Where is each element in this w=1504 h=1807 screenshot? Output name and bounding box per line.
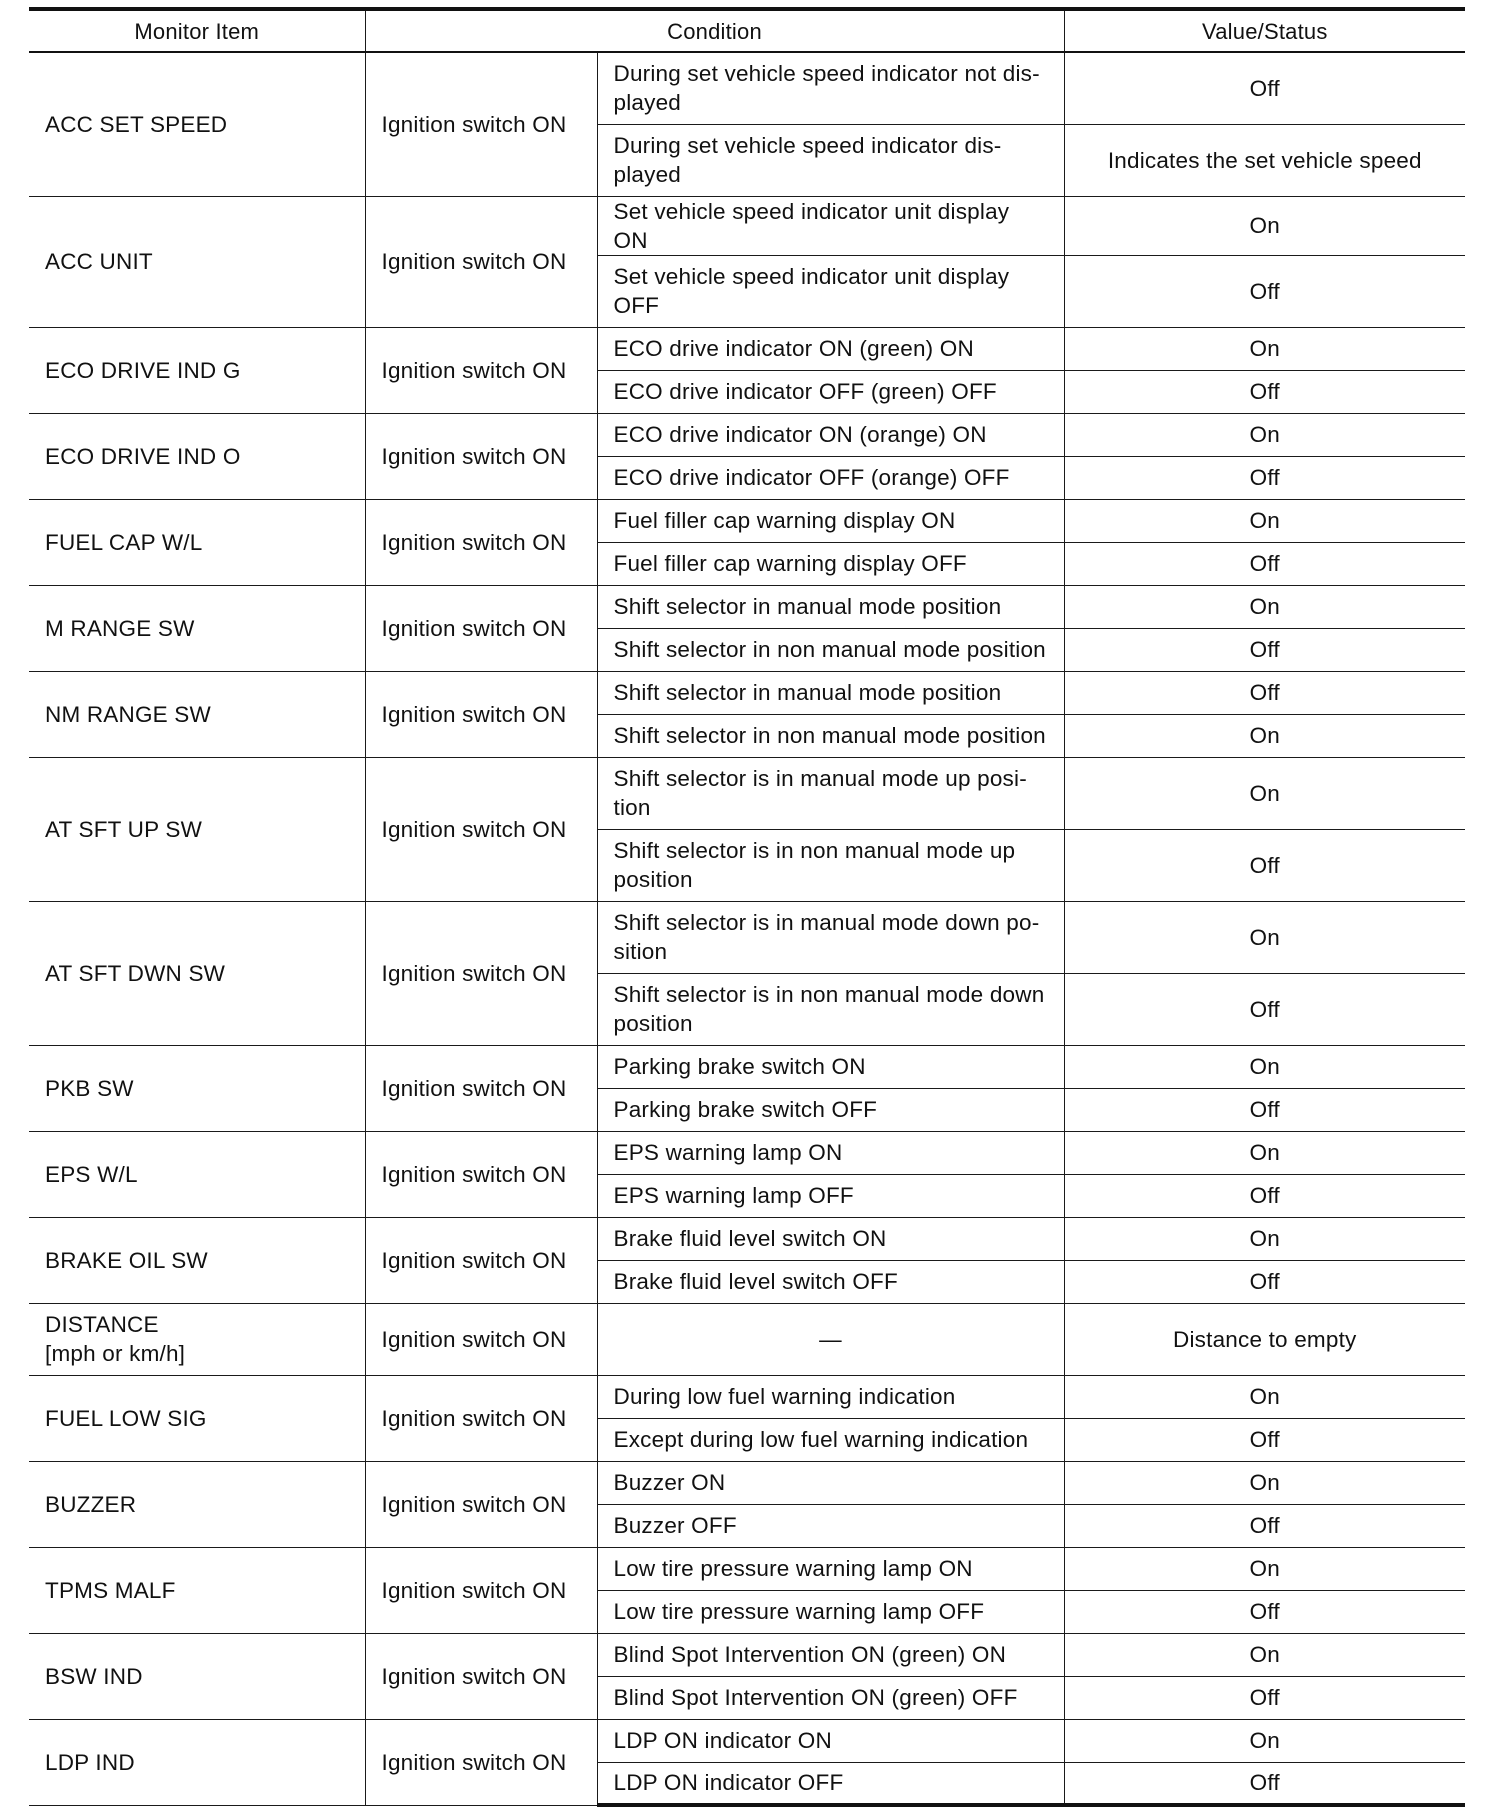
ignition-condition-cell: Ignition switch ON (365, 1719, 597, 1805)
monitor-item-cell (29, 1375, 365, 1461)
table-row (29, 671, 1465, 714)
table-row (29, 757, 1465, 829)
value-status-cell: On (1064, 1217, 1465, 1260)
monitor-item-name: AT SFT UP SW (45, 816, 203, 842)
monitor-item-cell (29, 413, 365, 499)
table-row (29, 1217, 1465, 1260)
value-status-cell: Off (1064, 542, 1465, 585)
ignition-condition-cell: Ignition switch ON (365, 1375, 597, 1461)
monitor-item-cell (29, 499, 365, 585)
table-row (29, 52, 1465, 124)
monitor-item-cell (29, 196, 365, 327)
monitor-item-name: AT SFT DWN SW (45, 960, 226, 986)
condition-detail-cell: During set vehicle speed indicator dis-played (597, 124, 1064, 196)
monitor-item-name: FUEL CAP W/L (45, 529, 203, 555)
condition-detail-cell: Brake fluid level switch OFF (597, 1260, 1064, 1303)
condition-detail-cell: Parking brake switch OFF (597, 1088, 1064, 1131)
ignition-condition-cell: Ignition switch ON (365, 1303, 597, 1375)
table-row (29, 413, 1465, 456)
value-status-cell: Off (1064, 973, 1465, 1045)
value-status-cell: Off (1064, 255, 1465, 327)
ignition-condition-cell: Ignition switch ON (365, 1131, 597, 1217)
value-status-cell: Off (1064, 1676, 1465, 1719)
condition-detail-cell: Set vehicle speed indicator unit display ON (597, 196, 1064, 255)
condition-detail-cell: Buzzer ON (597, 1461, 1064, 1504)
value-status-cell: Off (1064, 370, 1465, 413)
condition-detail-cell: Blind Spot Intervention ON (green) ON (597, 1633, 1064, 1676)
value-status-cell: On (1064, 757, 1465, 829)
value-status-cell: Off (1064, 1088, 1465, 1131)
value-status-cell: On (1064, 1633, 1465, 1676)
table-row (29, 499, 1465, 542)
table-row (29, 1719, 1465, 1762)
condition-detail-cell: Fuel filler cap warning display ON (597, 499, 1064, 542)
condition-detail-cell: Fuel filler cap warning display OFF (597, 542, 1064, 585)
monitor-item-cell (29, 1461, 365, 1547)
monitor-item-name: EPS W/L (45, 1161, 138, 1187)
condition-detail-cell: Set vehicle speed indicator unit display OFF (597, 255, 1064, 327)
condition-detail-cell: Shift selector is in manual mode up posi-tion (597, 757, 1064, 829)
ignition-condition-cell: Ignition switch ON (365, 1045, 597, 1131)
value-status-cell: Off (1064, 456, 1465, 499)
ignition-condition-cell: Ignition switch ON (365, 1633, 597, 1719)
condition-detail-cell: Shift selector is in non manual mode down position (597, 973, 1064, 1045)
monitor-item-name: M RANGE SW (45, 615, 195, 641)
table-row (29, 1045, 1465, 1088)
table-body (29, 52, 1465, 1805)
ignition-condition-cell: Ignition switch ON (365, 52, 597, 196)
header-monitor-item: Monitor Item (29, 9, 365, 52)
monitor-item-table (29, 7, 1465, 1807)
value-status-cell: Off (1064, 1418, 1465, 1461)
monitor-item-cell (29, 1045, 365, 1131)
condition-detail-cell: During low fuel warning indication (597, 1375, 1064, 1418)
monitor-item-name: ACC SET SPEED (45, 111, 228, 137)
ignition-condition-cell: Ignition switch ON (365, 1461, 597, 1547)
table-row (29, 901, 1465, 973)
table-row (29, 1633, 1465, 1676)
condition-detail-cell: ECO drive indicator ON (green) ON (597, 327, 1064, 370)
ignition-condition-cell: Ignition switch ON (365, 1547, 597, 1633)
condition-detail-cell: Except during low fuel warning indication (597, 1418, 1064, 1461)
condition-detail-cell: ECO drive indicator OFF (green) OFF (597, 370, 1064, 413)
condition-detail-cell: During set vehicle speed indicator not dis-played (597, 52, 1064, 124)
header-value-status: Value/Status (1064, 9, 1465, 52)
value-status-cell: On (1064, 327, 1465, 370)
condition-detail-cell: Shift selector in manual mode position (597, 585, 1064, 628)
value-status-cell: On (1064, 413, 1465, 456)
table-row (29, 327, 1465, 370)
monitor-item-name: NM RANGE SW (45, 701, 211, 727)
value-status-cell: On (1064, 196, 1465, 255)
value-status-cell: Off (1064, 829, 1465, 901)
table-row (29, 585, 1465, 628)
monitor-item-cell (29, 1633, 365, 1719)
condition-detail-cell: EPS warning lamp OFF (597, 1174, 1064, 1217)
value-status-cell: On (1064, 499, 1465, 542)
ignition-condition-cell: Ignition switch ON (365, 499, 597, 585)
value-status-cell: On (1064, 714, 1465, 757)
monitor-item-name: FUEL LOW SIG (45, 1405, 207, 1431)
condition-detail-cell: Low tire pressure warning lamp OFF (597, 1590, 1064, 1633)
ignition-condition-cell: Ignition switch ON (365, 757, 597, 901)
ignition-condition-cell: Ignition switch ON (365, 585, 597, 671)
value-status-cell: Distance to empty (1064, 1303, 1465, 1375)
value-status-cell: Off (1064, 1590, 1465, 1633)
table-row (29, 1547, 1465, 1590)
table-row (29, 196, 1465, 255)
condition-detail-cell: Shift selector in non manual mode position (597, 628, 1064, 671)
condition-detail-cell: — (597, 1303, 1064, 1375)
table-row (29, 1461, 1465, 1504)
ignition-condition-cell: Ignition switch ON (365, 327, 597, 413)
monitor-item-cell (29, 757, 365, 901)
table-row (29, 1375, 1465, 1418)
ignition-condition-cell: Ignition switch ON (365, 671, 597, 757)
condition-detail-cell: Shift selector in non manual mode position (597, 714, 1064, 757)
monitor-item-cell (29, 1719, 365, 1805)
monitor-item-name: ACC UNIT (45, 249, 153, 274)
monitor-item-unit: [mph or km/h] (45, 1341, 186, 1366)
value-status-cell: On (1064, 1461, 1465, 1504)
monitor-item-name: PKB SW (45, 1075, 134, 1101)
ignition-condition-cell: Ignition switch ON (365, 1217, 597, 1303)
monitor-item-cell (29, 1303, 365, 1375)
condition-detail-cell: ECO drive indicator ON (orange) ON (597, 413, 1064, 456)
monitor-item-name: TPMS MALF (45, 1577, 176, 1603)
value-status-cell: Off (1064, 1260, 1465, 1303)
condition-detail-cell: Low tire pressure warning lamp ON (597, 1547, 1064, 1590)
monitor-item-cell (29, 1547, 365, 1633)
ignition-condition-cell: Ignition switch ON (365, 901, 597, 1045)
monitor-item-name: ECO DRIVE IND G (45, 357, 241, 383)
value-status-cell: Off (1064, 1762, 1465, 1805)
monitor-item-cell (29, 327, 365, 413)
value-status-cell: Off (1064, 52, 1465, 124)
table-header-row (29, 9, 1465, 52)
value-status-cell: On (1064, 585, 1465, 628)
value-status-cell: On (1064, 901, 1465, 973)
monitor-item-cell (29, 585, 365, 671)
condition-detail-cell: Blind Spot Intervention ON (green) OFF (597, 1676, 1064, 1719)
monitor-item-name: BSW IND (45, 1663, 143, 1689)
condition-detail-cell: Brake fluid level switch ON (597, 1217, 1064, 1260)
monitor-item-name: ECO DRIVE IND O (45, 443, 241, 469)
value-status-cell: On (1064, 1547, 1465, 1590)
condition-detail-cell: Shift selector is in manual mode down po-sition (597, 901, 1064, 973)
ignition-condition-cell: Ignition switch ON (365, 196, 597, 327)
monitor-item-name: BRAKE OIL SW (45, 1247, 208, 1273)
condition-detail-cell: Parking brake switch ON (597, 1045, 1064, 1088)
value-status-cell: On (1064, 1131, 1465, 1174)
value-status-cell: Off (1064, 1174, 1465, 1217)
monitor-item-name: DISTANCE (45, 1312, 159, 1337)
condition-detail-cell: Shift selector is in non manual mode up position (597, 829, 1064, 901)
monitor-item-cell (29, 1131, 365, 1217)
header-condition: Condition (365, 9, 1064, 52)
monitor-item-name: LDP IND (45, 1749, 135, 1775)
value-status-cell: On (1064, 1375, 1465, 1418)
value-status-cell: On (1064, 1719, 1465, 1762)
monitor-item-name: BUZZER (45, 1491, 137, 1517)
monitor-item-cell (29, 1217, 365, 1303)
monitor-item-cell (29, 671, 365, 757)
condition-detail-cell: LDP ON indicator ON (597, 1719, 1064, 1762)
condition-detail-cell: ECO drive indicator OFF (orange) OFF (597, 456, 1064, 499)
table-row (29, 1303, 1465, 1375)
value-status-cell: Indicates the set vehicle speed (1064, 124, 1465, 196)
condition-detail-cell: LDP ON indicator OFF (597, 1762, 1064, 1805)
monitor-item-cell (29, 52, 365, 196)
ignition-condition-cell: Ignition switch ON (365, 413, 597, 499)
value-status-cell: Off (1064, 628, 1465, 671)
condition-detail-cell: EPS warning lamp ON (597, 1131, 1064, 1174)
monitor-item-cell (29, 901, 365, 1045)
value-status-cell: Off (1064, 671, 1465, 714)
value-status-cell: On (1064, 1045, 1465, 1088)
value-status-cell: Off (1064, 1504, 1465, 1547)
condition-detail-cell: Shift selector in manual mode position (597, 671, 1064, 714)
table-row (29, 1131, 1465, 1174)
condition-detail-cell: Buzzer OFF (597, 1504, 1064, 1547)
